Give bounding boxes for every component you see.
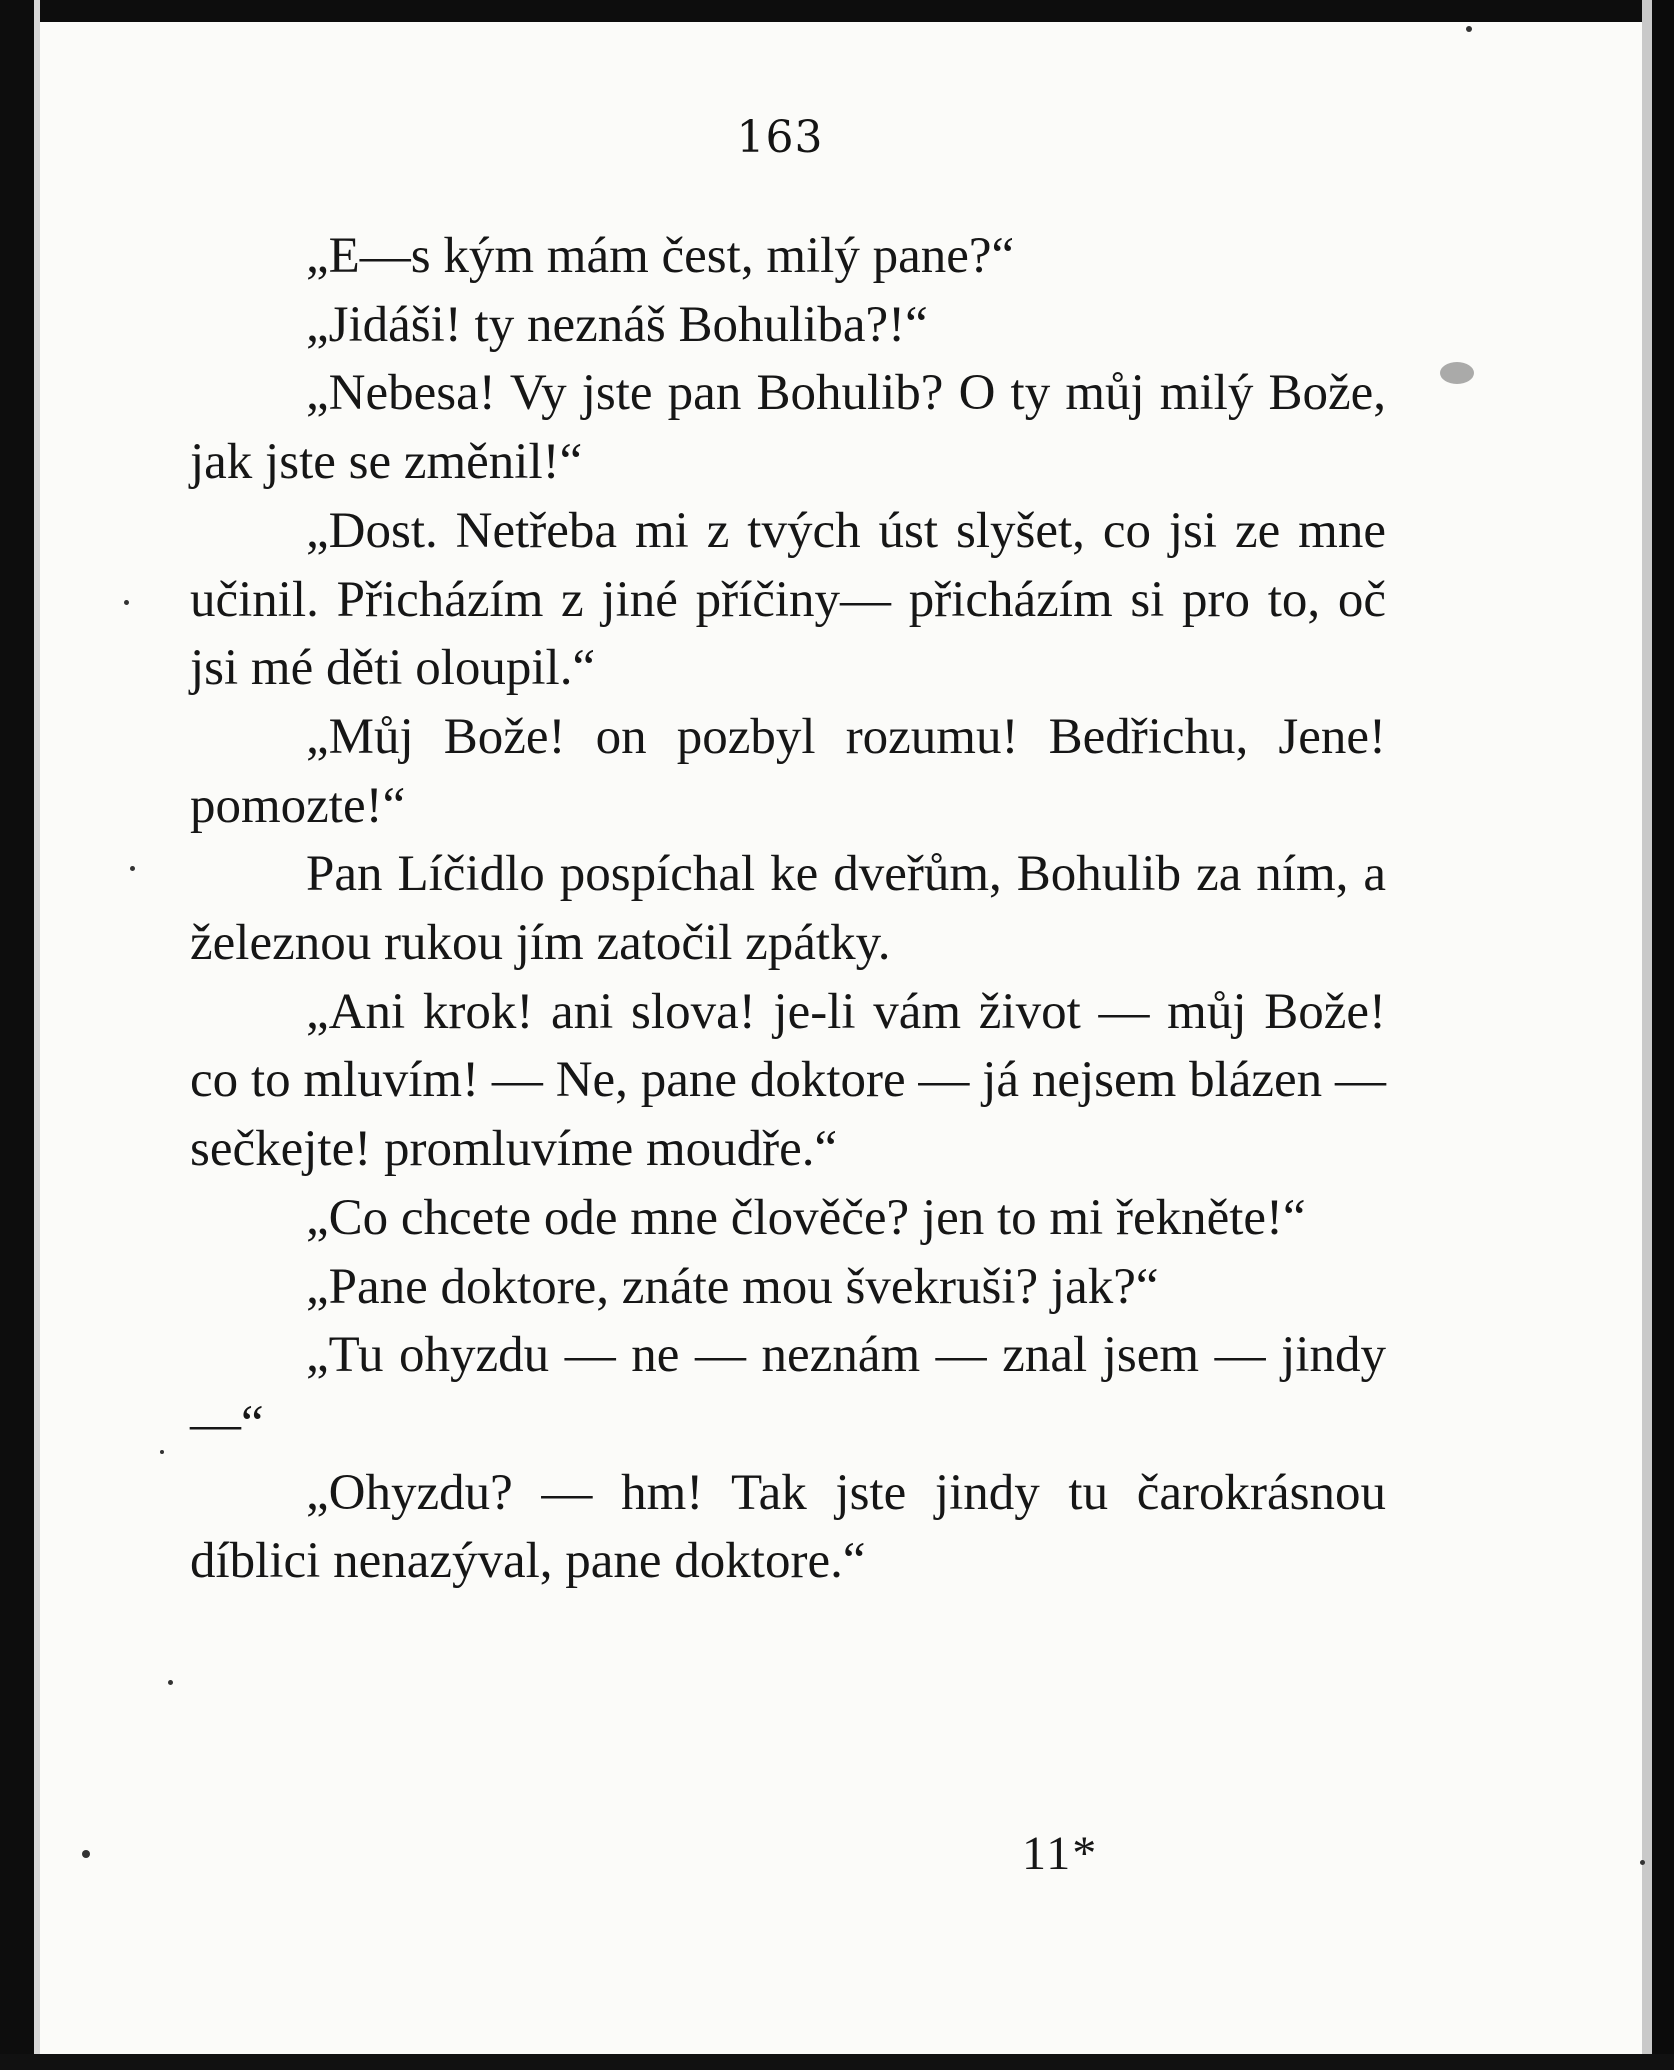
paragraph: „Pane doktore, znáte mou švekruši? jak?“ <box>306 1258 1159 1315</box>
body-text <box>190 222 1386 1596</box>
paragraph: „Tu ohyzdu — ne — neznám — znal jsem — jindy —“ <box>190 1327 1386 1452</box>
scan-speck <box>130 866 135 871</box>
paragraph: „Nebesa! Vy jste pan Bohulib? O ty můj milý Bože, jak jste se změnil!“ <box>190 365 1386 491</box>
scan-border-right <box>1652 0 1674 2070</box>
paragraph: Pan Líčidlo pospíchal ke dveřům, Bohulib za ním, a železnou rukou jím zatočil zpátky. <box>190 846 1386 972</box>
scan-speck <box>1466 26 1472 32</box>
scan-border-top <box>0 0 1674 22</box>
scan-speck <box>124 600 129 605</box>
scan-speck <box>160 1450 164 1454</box>
scan-border-bottom <box>0 2054 1674 2070</box>
paragraph: „Dost. Netřeba mi z tvých úst slyšet, co jsi ze mne učinil. Přicházím z jiné příčiny— přicházím si pro to, oč jsi mé děti oloupil.“ <box>190 502 1386 697</box>
paragraph: „Co chcete ode mne člověče? jen to mi řekněte!“ <box>306 1189 1306 1246</box>
page-number: 163 <box>736 112 824 163</box>
paragraph: „Ohyzdu? — hm! Tak jste jindy tu čarokrásnou díblici nenazýval, pane doktore.“ <box>190 1464 1386 1590</box>
scan-speck <box>82 1850 90 1858</box>
scan-speck <box>1440 362 1474 384</box>
signature-mark: 11* <box>1022 1827 1099 1880</box>
paragraph: „Můj Bože! on pozbyl rozumu! Bedřichu, Jene! pomozte!“ <box>190 708 1386 834</box>
scan-speck <box>168 1680 173 1685</box>
paragraph: „Jidáši! ty neznáš Bohuliba?!“ <box>306 296 928 353</box>
scan-border-right-edge <box>1642 0 1652 2070</box>
paragraph: „Ani krok! ani slova! je-li vám život — můj Bože! co to mluvím! — Ne, pane doktore — já nejsem blázen — sečkejte! promluvíme moudře.“ <box>190 983 1386 1178</box>
scan-border-left <box>0 0 34 2070</box>
paragraph: „E—s kým mám čest, milý pane?“ <box>306 228 1015 284</box>
scan-speck <box>1640 1860 1645 1865</box>
scan-border-left-edge <box>34 0 40 2070</box>
